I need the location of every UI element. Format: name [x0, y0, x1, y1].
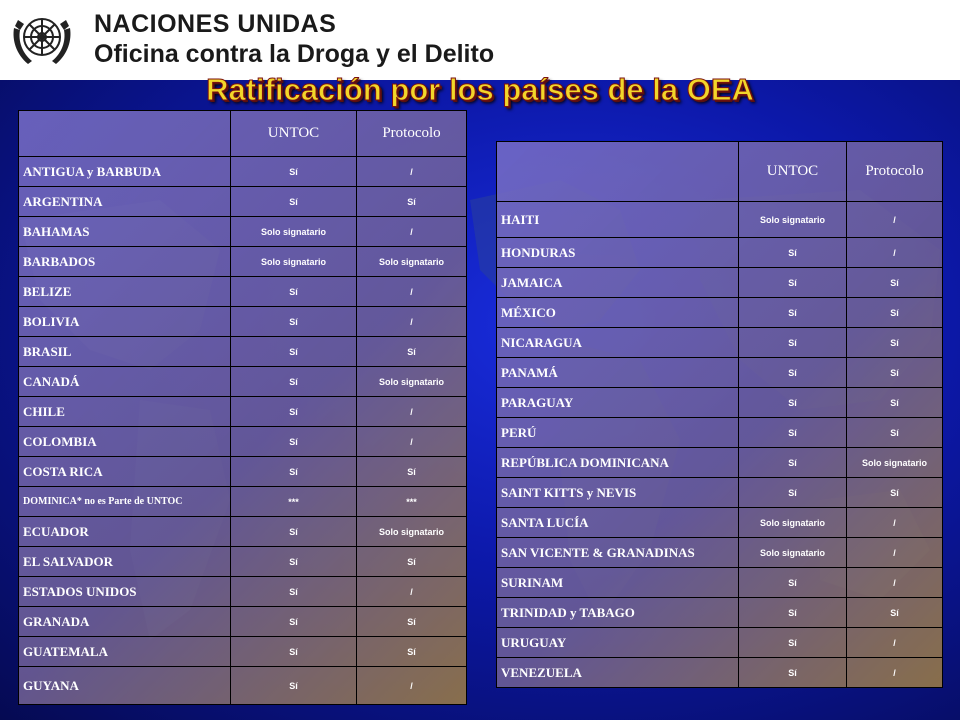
country-cell: SAINT KITTS y NEVIS — [497, 478, 739, 508]
table-row — [19, 187, 467, 217]
country-cell: GUYANA — [19, 667, 231, 705]
protocolo-status-cell: Sí — [357, 637, 467, 667]
org-office-name: Oficina contra la Droga y el Delito — [94, 40, 495, 68]
column-header-protocolo: Protocolo — [847, 142, 943, 202]
table-row — [497, 238, 943, 268]
untoc-status-cell: Sí — [739, 598, 847, 628]
protocolo-status-cell: / — [847, 238, 943, 268]
table-row — [19, 577, 467, 607]
protocolo-status-cell: Sí — [847, 298, 943, 328]
protocolo-status-cell: Sí — [847, 328, 943, 358]
country-cell: PARAGUAY — [497, 388, 739, 418]
country-cell: SANTA LUCÍA — [497, 508, 739, 538]
protocolo-status-cell: Sí — [357, 187, 467, 217]
table-row — [497, 628, 943, 658]
table-row — [19, 247, 467, 277]
table-row — [497, 658, 943, 688]
country-cell: ESTADOS UNIDOS — [19, 577, 231, 607]
untoc-status-cell: Sí — [739, 628, 847, 658]
table-row — [497, 598, 943, 628]
country-cell: SAN VICENTE & GRANADINAS — [497, 538, 739, 568]
country-cell: BARBADOS — [19, 247, 231, 277]
untoc-status-cell: Sí — [739, 328, 847, 358]
table-row — [497, 508, 943, 538]
protocolo-status-cell: Sí — [847, 478, 943, 508]
protocolo-status-cell: / — [847, 202, 943, 238]
country-cell: EL SALVADOR — [19, 547, 231, 577]
country-cell: HAITI — [497, 202, 739, 238]
country-cell: HONDURAS — [497, 238, 739, 268]
country-cell: CANADÁ — [19, 367, 231, 397]
country-cell: VENEZUELA — [497, 658, 739, 688]
untoc-status-cell: Sí — [231, 427, 357, 457]
table-row — [497, 388, 943, 418]
table-row — [497, 448, 943, 478]
ratification-table-left — [18, 110, 467, 705]
untoc-status-cell: *** — [231, 487, 357, 517]
table-row — [19, 427, 467, 457]
untoc-status-cell: Sí — [231, 307, 357, 337]
slide-title: Ratificación por los países de la OEA — [206, 72, 754, 107]
untoc-status-cell: Sí — [739, 418, 847, 448]
table-row — [497, 568, 943, 598]
untoc-status-cell: Sí — [231, 187, 357, 217]
protocolo-status-cell: / — [357, 217, 467, 247]
table-row — [19, 547, 467, 577]
protocolo-status-cell: *** — [357, 487, 467, 517]
protocolo-status-cell: Solo signatario — [357, 367, 467, 397]
table-row — [497, 538, 943, 568]
untoc-status-cell: Sí — [231, 157, 357, 187]
protocolo-status-cell: / — [357, 667, 467, 705]
untoc-status-cell: Sí — [231, 637, 357, 667]
country-cell: BELIZE — [19, 277, 231, 307]
untoc-status-cell: Solo signatario — [231, 217, 357, 247]
column-header-protocolo: Protocolo — [357, 111, 467, 157]
untoc-status-cell: Solo signatario — [231, 247, 357, 277]
country-cell: MÉXICO — [497, 298, 739, 328]
header-cell-blank — [497, 142, 739, 202]
protocolo-status-cell: / — [357, 307, 467, 337]
table-row — [19, 157, 467, 187]
country-cell: ARGENTINA — [19, 187, 231, 217]
untoc-status-cell: Sí — [739, 448, 847, 478]
table-row — [19, 307, 467, 337]
table-row — [19, 337, 467, 367]
country-cell: TRINIDAD y TABAGO — [497, 598, 739, 628]
untoc-status-cell: Sí — [739, 358, 847, 388]
table-row — [19, 607, 467, 637]
untoc-status-cell: Sí — [231, 397, 357, 427]
protocolo-status-cell: Sí — [847, 418, 943, 448]
untoc-status-cell: Sí — [231, 547, 357, 577]
untoc-status-cell: Sí — [231, 667, 357, 705]
country-cell: SURINAM — [497, 568, 739, 598]
table-row — [497, 202, 943, 238]
table-row — [19, 517, 467, 547]
country-cell: GRANADA — [19, 607, 231, 637]
column-header-untoc: UNTOC — [739, 142, 847, 202]
untoc-status-cell: Sí — [739, 658, 847, 688]
un-emblem-icon — [8, 6, 76, 72]
protocolo-status-cell: / — [357, 157, 467, 187]
table-row — [497, 358, 943, 388]
protocolo-status-cell: Sí — [357, 607, 467, 637]
untoc-status-cell: Sí — [231, 577, 357, 607]
country-cell: ECUADOR — [19, 517, 231, 547]
country-cell: COSTA RICA — [19, 457, 231, 487]
table-row — [19, 277, 467, 307]
protocolo-status-cell: Sí — [847, 268, 943, 298]
protocolo-status-cell: Sí — [847, 598, 943, 628]
untoc-status-cell: Sí — [739, 388, 847, 418]
country-cell: URUGUAY — [497, 628, 739, 658]
untoc-status-cell: Sí — [231, 517, 357, 547]
org-name: NACIONES UNIDAS — [94, 10, 337, 38]
untoc-status-cell: Sí — [231, 457, 357, 487]
untoc-status-cell: Sí — [739, 478, 847, 508]
table-row — [19, 367, 467, 397]
untoc-status-cell: Sí — [739, 568, 847, 598]
country-cell: ANTIGUA y BARBUDA — [19, 157, 231, 187]
untoc-status-cell: Sí — [739, 298, 847, 328]
protocolo-status-cell: Solo signatario — [357, 247, 467, 277]
ratification-table-right — [496, 141, 943, 688]
untoc-status-cell: Sí — [739, 268, 847, 298]
column-header-untoc: UNTOC — [231, 111, 357, 157]
untoc-status-cell: Sí — [739, 238, 847, 268]
table-row — [19, 487, 467, 517]
untoc-status-cell: Sí — [231, 607, 357, 637]
protocolo-status-cell: Solo signatario — [847, 448, 943, 478]
country-cell: CHILE — [19, 397, 231, 427]
table-row — [497, 478, 943, 508]
country-cell: PANAMÁ — [497, 358, 739, 388]
protocolo-status-cell: / — [357, 577, 467, 607]
untoc-status-cell: Solo signatario — [739, 202, 847, 238]
protocolo-status-cell: / — [847, 568, 943, 598]
untoc-status-cell: Sí — [231, 277, 357, 307]
country-cell: DOMINICA* no es Parte de UNTOC — [19, 487, 231, 517]
protocolo-status-cell: / — [847, 538, 943, 568]
protocolo-status-cell: / — [847, 628, 943, 658]
table-row — [19, 217, 467, 247]
protocolo-status-cell: / — [357, 427, 467, 457]
protocolo-status-cell: Sí — [847, 388, 943, 418]
protocolo-status-cell: / — [847, 508, 943, 538]
table-row — [19, 637, 467, 667]
protocolo-status-cell: Sí — [357, 547, 467, 577]
country-cell: PERÚ — [497, 418, 739, 448]
table-row — [497, 418, 943, 448]
header-right-band — [472, 0, 960, 80]
table-row — [497, 328, 943, 358]
table-row — [19, 457, 467, 487]
untoc-status-cell: Sí — [231, 367, 357, 397]
protocolo-status-cell: Sí — [357, 337, 467, 367]
protocolo-status-cell: Sí — [357, 457, 467, 487]
country-cell: REPÚBLICA DOMINICANA — [497, 448, 739, 478]
country-cell: COLOMBIA — [19, 427, 231, 457]
header-row — [497, 142, 943, 202]
table-row — [19, 667, 467, 705]
country-cell: BAHAMAS — [19, 217, 231, 247]
protocolo-status-cell: / — [357, 277, 467, 307]
protocolo-status-cell: Solo signatario — [357, 517, 467, 547]
table-row — [497, 268, 943, 298]
untoc-status-cell: Sí — [231, 337, 357, 367]
protocolo-status-cell: / — [357, 397, 467, 427]
country-cell: BOLIVIA — [19, 307, 231, 337]
table-row — [19, 397, 467, 427]
table-row — [497, 298, 943, 328]
country-cell: GUATEMALA — [19, 637, 231, 667]
protocolo-status-cell: / — [847, 658, 943, 688]
header-row — [19, 111, 467, 157]
header-cell-blank — [19, 111, 231, 157]
protocolo-status-cell: Sí — [847, 358, 943, 388]
untoc-status-cell: Solo signatario — [739, 538, 847, 568]
untoc-status-cell: Solo signatario — [739, 508, 847, 538]
country-cell: JAMAICA — [497, 268, 739, 298]
country-cell: BRASIL — [19, 337, 231, 367]
country-cell: NICARAGUA — [497, 328, 739, 358]
